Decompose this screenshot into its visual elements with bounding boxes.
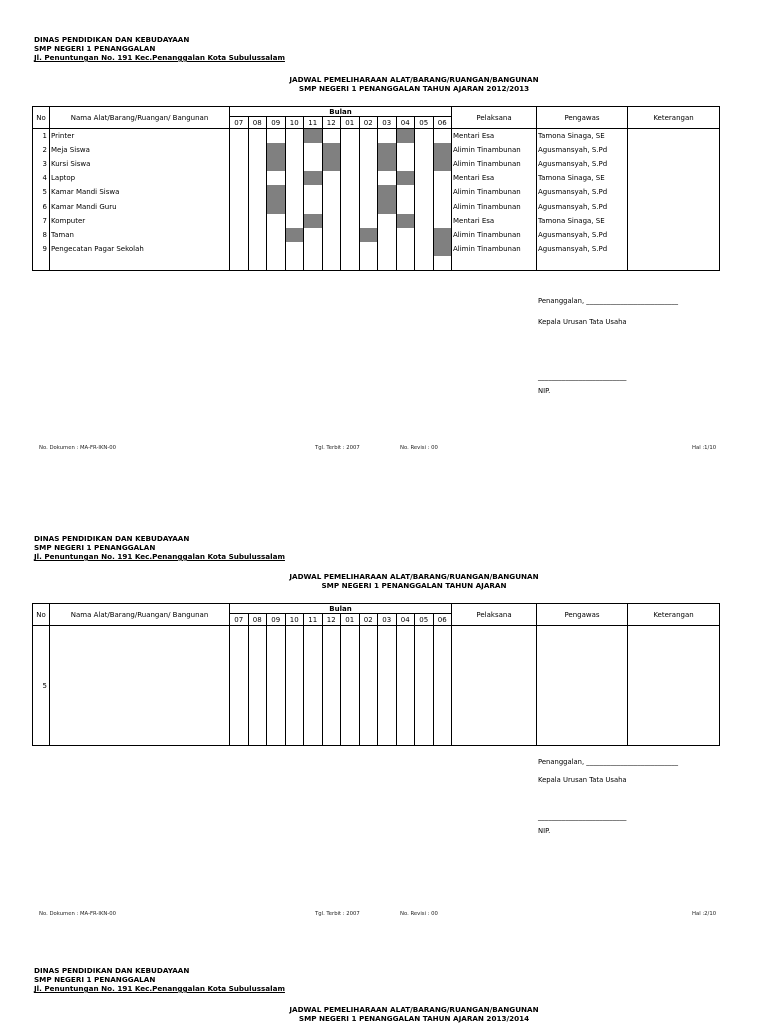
org-school: SMP NEGERI 1 PENANGGALAN	[34, 543, 156, 552]
schedule-cell	[304, 143, 323, 157]
title-line-1: JADWAL PEMELIHARAAN ALAT/BARANG/RUANGAN/BANGUNAN	[289, 572, 539, 581]
schedule-cell	[378, 143, 397, 157]
row-pengawas: Agusmansyah, S.Pd	[537, 157, 628, 171]
schedule-cell	[359, 199, 378, 213]
schedule-cell	[433, 228, 452, 242]
schedule-cell	[415, 199, 434, 213]
row-pengawas: Tamona Sinaga, SE	[537, 214, 628, 228]
empty-cell	[378, 256, 397, 270]
title-line-2: SMP NEGERI 1 PENANGGALAN TAHUN AJARAN 2012/2013	[298, 84, 530, 93]
schedule-cell	[341, 185, 360, 199]
row-item-name: Printer	[50, 129, 230, 143]
row-number: 6	[33, 199, 50, 213]
schedule-cell	[396, 242, 415, 256]
table-row	[33, 214, 720, 228]
table-row	[33, 129, 720, 143]
empty-cell	[248, 256, 267, 270]
month-header: 04	[396, 117, 415, 129]
schedule-cell	[285, 228, 304, 242]
month-header: 08	[248, 614, 267, 626]
schedule-cell	[230, 129, 249, 143]
title-line-2: SMP NEGERI 1 PENANGGALAN TAHUN AJARAN 2013/2014	[298, 1014, 530, 1023]
schedule-cell	[322, 214, 341, 228]
org-school: SMP NEGERI 1 PENANGGALAN	[34, 975, 156, 984]
col-header-pengawas: Pengawas	[537, 604, 628, 626]
schedule-cell	[341, 242, 360, 256]
row-item-name: Laptop	[50, 171, 230, 185]
row-item-name: Kamar Mandi Siswa	[50, 185, 230, 199]
month-header: 09	[267, 117, 286, 129]
empty-cell	[452, 626, 537, 746]
schedule-cell	[378, 157, 397, 171]
empty-cell	[267, 626, 286, 746]
schedule-cell	[230, 199, 249, 213]
table-row	[33, 228, 720, 242]
schedule-cell	[359, 129, 378, 143]
schedule-cell	[285, 129, 304, 143]
empty-cell	[322, 626, 341, 746]
schedule-cell	[433, 185, 452, 199]
schedule-cell	[415, 228, 434, 242]
empty-cell	[415, 256, 434, 270]
row-pelaksana: Alimin Tinambunan	[452, 143, 537, 157]
footer-date: Tgl. Terbit : 2007	[315, 911, 360, 917]
row-number: 8	[33, 228, 50, 242]
schedule-cell	[267, 157, 286, 171]
schedule-cell	[304, 228, 323, 242]
row-pengawas: Agusmansyah, S.Pd	[537, 199, 628, 213]
schedule-cell	[230, 143, 249, 157]
empty-cell	[628, 256, 720, 270]
schedule-cell	[285, 143, 304, 157]
schedule-cell	[267, 129, 286, 143]
row-pengawas: Agusmansyah, S.Pd	[537, 242, 628, 256]
col-header-keterangan: Keterangan	[628, 604, 720, 626]
col-header-pelaksana: Pelaksana	[452, 604, 537, 626]
schedule-cell	[248, 129, 267, 143]
footer-doc-number: No. Dokumen : MA-FR-IKN-00	[39, 911, 117, 917]
row-item-name: Pengecatan Pagar Sekolah	[50, 242, 230, 256]
month-header: 12	[322, 614, 341, 626]
row-pelaksana: Alimin Tinambunan	[452, 199, 537, 213]
org-dept: DINAS PENDIDIKAN DAN KEBUDAYAAN	[34, 966, 190, 975]
row-keterangan	[628, 242, 720, 256]
schedule-cell	[396, 129, 415, 143]
empty-cell	[359, 256, 378, 270]
row-keterangan	[628, 171, 720, 185]
signature-line: __________________________	[538, 373, 627, 381]
schedule-cell	[267, 199, 286, 213]
row-pelaksana: Mentari Esa	[452, 171, 537, 185]
month-header: 06	[433, 117, 452, 129]
schedule-cell	[378, 214, 397, 228]
empty-cell	[322, 256, 341, 270]
row-number: 5	[33, 185, 50, 199]
schedule-cell	[359, 242, 378, 256]
row-pelaksana: Mentari Esa	[452, 129, 537, 143]
empty-cell	[452, 256, 537, 270]
org-header	[34, 966, 285, 993]
empty-cell	[537, 256, 628, 270]
schedule-cell	[341, 129, 360, 143]
empty-cell	[537, 626, 628, 746]
schedule-cell	[248, 143, 267, 157]
schedule-cell	[378, 242, 397, 256]
schedule-cell	[230, 214, 249, 228]
schedule-cell	[267, 185, 286, 199]
empty-cell	[359, 626, 378, 746]
schedule-cell	[341, 171, 360, 185]
schedule-cell	[285, 214, 304, 228]
col-header-pelaksana: Pelaksana	[452, 107, 537, 129]
empty-cell	[50, 626, 230, 746]
schedule-cell	[304, 214, 323, 228]
schedule-cell	[433, 214, 452, 228]
empty-cell	[433, 626, 452, 746]
col-header-no: No	[33, 604, 50, 626]
schedule-cell	[285, 185, 304, 199]
table-row	[33, 143, 720, 157]
schedule-cell	[322, 129, 341, 143]
org-school: SMP NEGERI 1 PENANGGALAN	[34, 44, 156, 53]
schedule-cell	[304, 199, 323, 213]
schedule-cell	[230, 242, 249, 256]
empty-cell	[230, 256, 249, 270]
row-number: 1	[33, 129, 50, 143]
schedule-cell	[378, 228, 397, 242]
empty-cell	[304, 626, 323, 746]
schedule-cell	[433, 242, 452, 256]
schedule-cell	[396, 157, 415, 171]
org-address: Jl. Penuntungan No. 191 Kec.Penanggalan Kota Subulussalam	[34, 984, 285, 993]
col-header-keterangan: Keterangan	[628, 107, 720, 129]
col-header-name: Nama Alat/Barang/Ruangan/ Bangunan	[50, 604, 230, 626]
signature-role: Kepala Urusan Tata Usaha	[538, 776, 627, 784]
footer-date: Tgl. Terbit : 2007	[315, 445, 360, 451]
schedule-cell	[285, 242, 304, 256]
row-pelaksana: Alimin Tinambunan	[452, 242, 537, 256]
schedule-cell	[248, 185, 267, 199]
row-keterangan	[628, 129, 720, 143]
schedule-cell	[378, 199, 397, 213]
schedule-cell	[230, 185, 249, 199]
row-pelaksana: Alimin Tinambunan	[452, 185, 537, 199]
org-header	[34, 35, 285, 62]
month-header: 10	[285, 117, 304, 129]
empty-cell	[248, 626, 267, 746]
schedule-cell	[304, 242, 323, 256]
row-keterangan	[628, 199, 720, 213]
schedule-cell	[304, 185, 323, 199]
empty-cell	[378, 626, 397, 746]
schedule-cell	[359, 171, 378, 185]
schedule-cell	[248, 214, 267, 228]
org-address: Jl. Penuntungan No. 191 Kec.Penanggalan Kota Subulussalam	[34, 552, 285, 561]
row-item-name: Kamar Mandi Guru	[50, 199, 230, 213]
schedule-cell	[396, 228, 415, 242]
table-row	[33, 199, 720, 213]
schedule-cell	[322, 242, 341, 256]
row-keterangan	[628, 157, 720, 171]
month-header: 11	[304, 117, 323, 129]
schedule-cell	[415, 143, 434, 157]
row-item-name: Kursi Siswa	[50, 157, 230, 171]
schedule-cell	[396, 171, 415, 185]
schedule-cell	[230, 171, 249, 185]
signature-nip: NIP.	[538, 827, 551, 835]
empty-cell	[396, 256, 415, 270]
empty-cell	[33, 256, 50, 270]
row-number: 9	[33, 242, 50, 256]
empty-cell	[230, 626, 249, 746]
schedule-cell	[433, 199, 452, 213]
row-item-name: Taman	[50, 228, 230, 242]
schedule-table	[32, 603, 720, 746]
empty-cell	[304, 256, 323, 270]
month-header: 01	[341, 117, 360, 129]
signature-line: __________________________	[538, 813, 627, 821]
org-dept: DINAS PENDIDIKAN DAN KEBUDAYAAN	[34, 35, 190, 44]
schedule-cell	[341, 214, 360, 228]
schedule-cell	[322, 157, 341, 171]
empty-cell	[341, 256, 360, 270]
empty-cell	[628, 626, 720, 746]
schedule-cell	[415, 129, 434, 143]
schedule-cell	[248, 157, 267, 171]
schedule-cell	[267, 171, 286, 185]
month-header: 09	[267, 614, 286, 626]
month-header: 07	[230, 117, 249, 129]
schedule-cell	[341, 157, 360, 171]
schedule-cell	[378, 185, 397, 199]
schedule-cell	[378, 171, 397, 185]
row-pengawas: Agusmansyah, S.Pd	[537, 185, 628, 199]
schedule-cell	[359, 143, 378, 157]
schedule-cell	[267, 214, 286, 228]
month-header: 12	[322, 117, 341, 129]
col-header-bulan: Bulan	[230, 107, 452, 117]
month-header: 03	[378, 614, 397, 626]
row-number: 5	[33, 626, 50, 746]
schedule-cell	[359, 214, 378, 228]
schedule-cell	[378, 129, 397, 143]
schedule-cell	[322, 143, 341, 157]
month-header: 07	[230, 614, 249, 626]
empty-cell	[285, 256, 304, 270]
schedule-cell	[267, 242, 286, 256]
row-pengawas: Tamona Sinaga, SE	[537, 171, 628, 185]
table-row	[33, 185, 720, 199]
month-header: 11	[304, 614, 323, 626]
schedule-cell	[415, 242, 434, 256]
row-number: 4	[33, 171, 50, 185]
month-header: 05	[415, 117, 434, 129]
row-pengawas: Agusmansyah, S.Pd	[537, 228, 628, 242]
row-pengawas: Agusmansyah, S.Pd	[537, 143, 628, 157]
schedule-cell	[230, 228, 249, 242]
schedule-cell	[415, 214, 434, 228]
schedule-cell	[230, 157, 249, 171]
row-pelaksana: Mentari Esa	[452, 214, 537, 228]
month-header: 01	[341, 614, 360, 626]
footer-page-number: Hal :2/10	[692, 911, 717, 917]
schedule-cell	[433, 143, 452, 157]
signature-place-date: Penanggalan, ___________________________	[538, 297, 679, 305]
schedule-cell	[285, 199, 304, 213]
row-keterangan	[628, 185, 720, 199]
schedule-cell	[396, 185, 415, 199]
schedule-cell	[341, 228, 360, 242]
schedule-cell	[322, 171, 341, 185]
schedule-table	[32, 106, 720, 271]
row-number: 2	[33, 143, 50, 157]
schedule-cell	[433, 129, 452, 143]
row-item-name: Komputer	[50, 214, 230, 228]
table-row	[33, 242, 720, 256]
month-header: 04	[396, 614, 415, 626]
month-header: 03	[378, 117, 397, 129]
footer-revision: No. Revisi : 00	[400, 445, 438, 451]
schedule-cell	[248, 228, 267, 242]
month-header: 08	[248, 117, 267, 129]
schedule-cell	[248, 242, 267, 256]
schedule-cell	[341, 199, 360, 213]
schedule-cell	[396, 199, 415, 213]
row-pelaksana: Alimin Tinambunan	[452, 157, 537, 171]
signature-role: Kepala Urusan Tata Usaha	[538, 318, 627, 326]
empty-cell	[50, 256, 230, 270]
table-row	[33, 256, 720, 270]
month-header: 06	[433, 614, 452, 626]
month-header: 02	[359, 614, 378, 626]
row-keterangan	[628, 228, 720, 242]
signature-nip: NIP.	[538, 387, 551, 395]
schedule-cell	[285, 171, 304, 185]
title-line-2: SMP NEGERI 1 PENANGGALAN TAHUN AJARAN	[321, 581, 507, 590]
footer-page-number: Hal :1/10	[692, 445, 717, 451]
row-number: 3	[33, 157, 50, 171]
row-pelaksana: Alimin Tinambunan	[452, 228, 537, 242]
schedule-cell	[396, 143, 415, 157]
org-dept: DINAS PENDIDIKAN DAN KEBUDAYAAN	[34, 534, 190, 543]
empty-cell	[285, 626, 304, 746]
schedule-cell	[433, 157, 452, 171]
schedule-cell	[322, 228, 341, 242]
schedule-cell	[248, 199, 267, 213]
schedule-cell	[415, 157, 434, 171]
org-header	[34, 534, 285, 561]
title-line-1: JADWAL PEMELIHARAAN ALAT/BARANG/RUANGAN/BANGUNAN	[289, 75, 539, 84]
schedule-cell	[322, 199, 341, 213]
empty-cell	[433, 256, 452, 270]
col-header-pengawas: Pengawas	[537, 107, 628, 129]
footer-doc-number: No. Dokumen : MA-FR-IKN-00	[39, 445, 117, 451]
schedule-cell	[341, 143, 360, 157]
table-row	[33, 171, 720, 185]
col-header-no: No	[33, 107, 50, 129]
schedule-cell	[359, 228, 378, 242]
row-pengawas: Tamona Sinaga, SE	[537, 129, 628, 143]
empty-cell	[341, 626, 360, 746]
schedule-cell	[359, 185, 378, 199]
row-keterangan	[628, 143, 720, 157]
month-header: 10	[285, 614, 304, 626]
empty-cell	[396, 626, 415, 746]
schedule-cell	[304, 157, 323, 171]
footer-revision: No. Revisi : 00	[400, 911, 438, 917]
schedule-cell	[248, 171, 267, 185]
col-header-bulan: Bulan	[230, 604, 452, 614]
schedule-cell	[433, 171, 452, 185]
row-number: 7	[33, 214, 50, 228]
schedule-cell	[396, 214, 415, 228]
table-row	[33, 157, 720, 171]
org-address: Jl. Penuntungan No. 191 Kec.Penanggalan Kota Subulussalam	[34, 53, 285, 62]
empty-cell	[267, 256, 286, 270]
schedule-cell	[304, 129, 323, 143]
title-line-1: JADWAL PEMELIHARAAN ALAT/BARANG/RUANGAN/BANGUNAN	[289, 1005, 539, 1014]
row-keterangan	[628, 214, 720, 228]
schedule-cell	[415, 185, 434, 199]
schedule-cell	[285, 157, 304, 171]
schedule-cell	[267, 228, 286, 242]
schedule-cell	[322, 185, 341, 199]
empty-cell	[415, 626, 434, 746]
col-header-name: Nama Alat/Barang/Ruangan/ Bangunan	[50, 107, 230, 129]
schedule-cell	[415, 171, 434, 185]
table-row	[33, 626, 720, 746]
month-header: 02	[359, 117, 378, 129]
schedule-cell	[359, 157, 378, 171]
schedule-cell	[304, 171, 323, 185]
schedule-cell	[267, 143, 286, 157]
signature-place-date: Penanggalan, ___________________________	[538, 758, 679, 766]
row-item-name: Meja Siswa	[50, 143, 230, 157]
month-header: 05	[415, 614, 434, 626]
